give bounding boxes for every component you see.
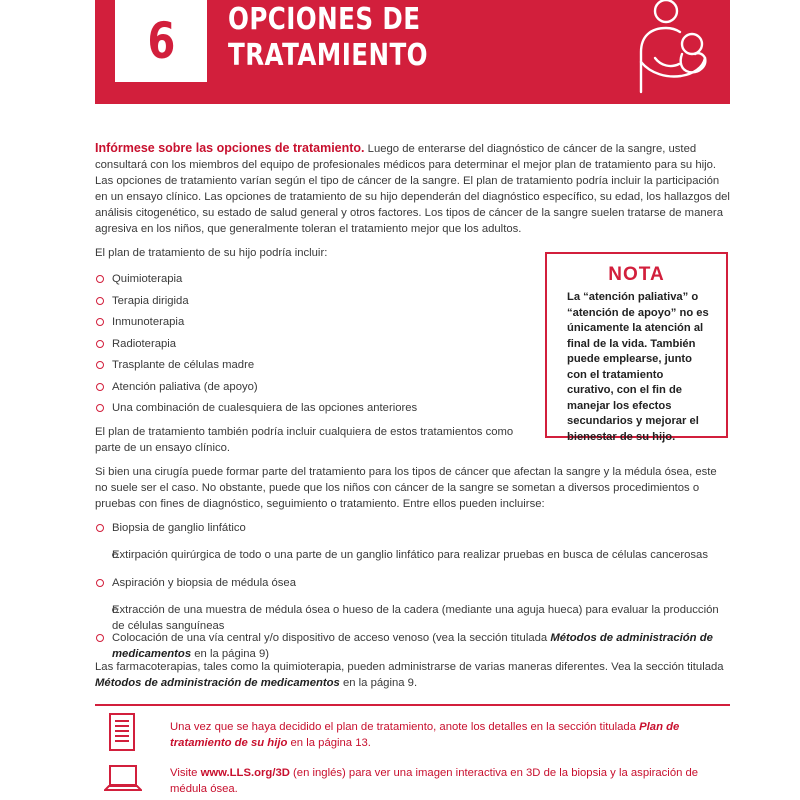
bullet-icon (96, 318, 104, 326)
chapter-number: 6 (147, 12, 175, 70)
list-item: Quimioterapia (95, 271, 535, 293)
sub-bullet-icon (112, 607, 118, 613)
sub-list-item: Extirpación quirúrgica de todo o una parte de un ganglio linfático para realizar pruebas en busca de células cancerosas (112, 549, 708, 561)
chapter-number-box (115, 0, 207, 82)
list-item: Una combinación de cualesquiera de las opciones anteriores (95, 400, 535, 422)
plan-tip: Una vez que se haya decidido el plan de tratamiento, anote los detalles en la sección titulada Plan de tratamiento de su hijo en la página 13. (170, 721, 680, 749)
laptop-icon (104, 764, 142, 794)
note-title: NOTA (608, 264, 665, 285)
title-line-2: TRATAMIENTO (228, 38, 428, 73)
bullet-icon (96, 634, 104, 642)
bullet-icon (96, 361, 104, 369)
list-item: Inmunoterapia (95, 314, 535, 336)
surgery-paragraph: Si bien una cirugía puede formar parte del tratamiento para los tipos de cáncer que afectan la sangre y la médula ósea, este no suele ser el caso. No obstante, puede que los niños con cáncer de la sangre se sometan a diversos procedimientos o pruebas con fines de diagnóstico, seguimiento o tratamiento. Entre ellos pueden incluirse: (95, 465, 717, 510)
bullet-icon (96, 383, 104, 391)
bullet-icon (96, 340, 104, 348)
procedure-list (95, 520, 730, 660)
list-item: Terapia dirigida (95, 293, 535, 315)
website-link[interactable]: www.LLS.org/3D (200, 767, 290, 779)
clinical-trial-text: El plan de tratamiento también podría incluir cualquiera de estos tratamientos como parte de un ensayo clínico. (95, 425, 514, 454)
sub-bullet-icon (112, 552, 118, 558)
note-box (545, 252, 728, 443)
web-tip: Visite www.LLS.org/3D (en inglés) para ver una imagen interactiva en 3D de la biopsia y la aspiración de médula ósea. (170, 767, 699, 795)
cross-reference-link[interactable]: Métodos de administración de medicamentos (112, 631, 713, 660)
page-title (228, 2, 428, 74)
bullet-icon (96, 404, 104, 412)
list-item: Radioterapia (95, 336, 535, 358)
intro-lead: Infórmese sobre las opciones de tratamiento. (95, 141, 365, 155)
list-item: Biopsia de ganglio linfático (95, 520, 730, 542)
drug-therapy-paragraph: Las farmacoterapias, tales como la quimioterapia, pueden administrarse de varias maneras diferentes. Vea la sección titulada Métodos de administración de medicamentos en la página 9. (95, 661, 724, 689)
intro-text: Luego de enterarse del diagnóstico de cáncer de la sangre, usted consultará con los miembros del equipo de profesionales médicos para determinar el mejor plan de tratamiento para su hijo. Las opciones de tratamiento varían según el tipo de cáncer de la sangre. El plan de tratamiento podría incluir la participación en un ensayo clínico. Las opciones de tratamiento de su hijo dependerán del diagnóstico específico, su edad, los hallazgos del análisis citogenético, su estado de salud general y otros factores. Los tipos de cáncer de la sangre suelen tratarse de manera agresiva en los niños, que generalmente toleran el tratamiento mejor que los adultos. (95, 143, 730, 235)
list-item: Atención paliativa (de apoyo) (95, 379, 535, 401)
treatment-list (95, 271, 535, 422)
list-item: Trasplante de células madre (95, 357, 535, 379)
cross-reference-link[interactable]: Plan de tratamiento de su hijo (170, 721, 680, 749)
sub-list-item: Extracción de una muestra de médula ósea o hueso de la cadera (mediante una aguja hueca) para evaluar la producción de células sanguíneas (112, 604, 719, 632)
bullet-icon (96, 297, 104, 305)
note-body: La “atención paliativa” o “atención de apoyo” no es únicamente la atención al final de la vida. También puede emplearse, junto con el tratamiento curativo, con el fin de manejar los efectos secundarios y mejorar el bienestar de su hijo. (567, 291, 709, 443)
intro-paragraph (95, 140, 730, 237)
divider (95, 704, 730, 706)
list-item: Aspiración y biopsia de médula ósea (95, 575, 730, 597)
title-line-1: OPCIONES DE (228, 2, 421, 37)
list-item: Colocación de una vía central y/o dispositivo de acceso venoso (vea la sección titulada Métodos de administración de medicamentos en la página 9) (95, 630, 730, 652)
parent-holding-child-icon (633, 0, 723, 96)
cross-reference-link[interactable]: Métodos de administración de medicamentos (95, 677, 340, 689)
notepad-icon (108, 712, 136, 752)
bullet-icon (96, 579, 104, 587)
bullet-icon (96, 275, 104, 283)
plan-intro: El plan de tratamiento de su hijo podría incluir: (95, 247, 328, 259)
bullet-icon (96, 524, 104, 532)
